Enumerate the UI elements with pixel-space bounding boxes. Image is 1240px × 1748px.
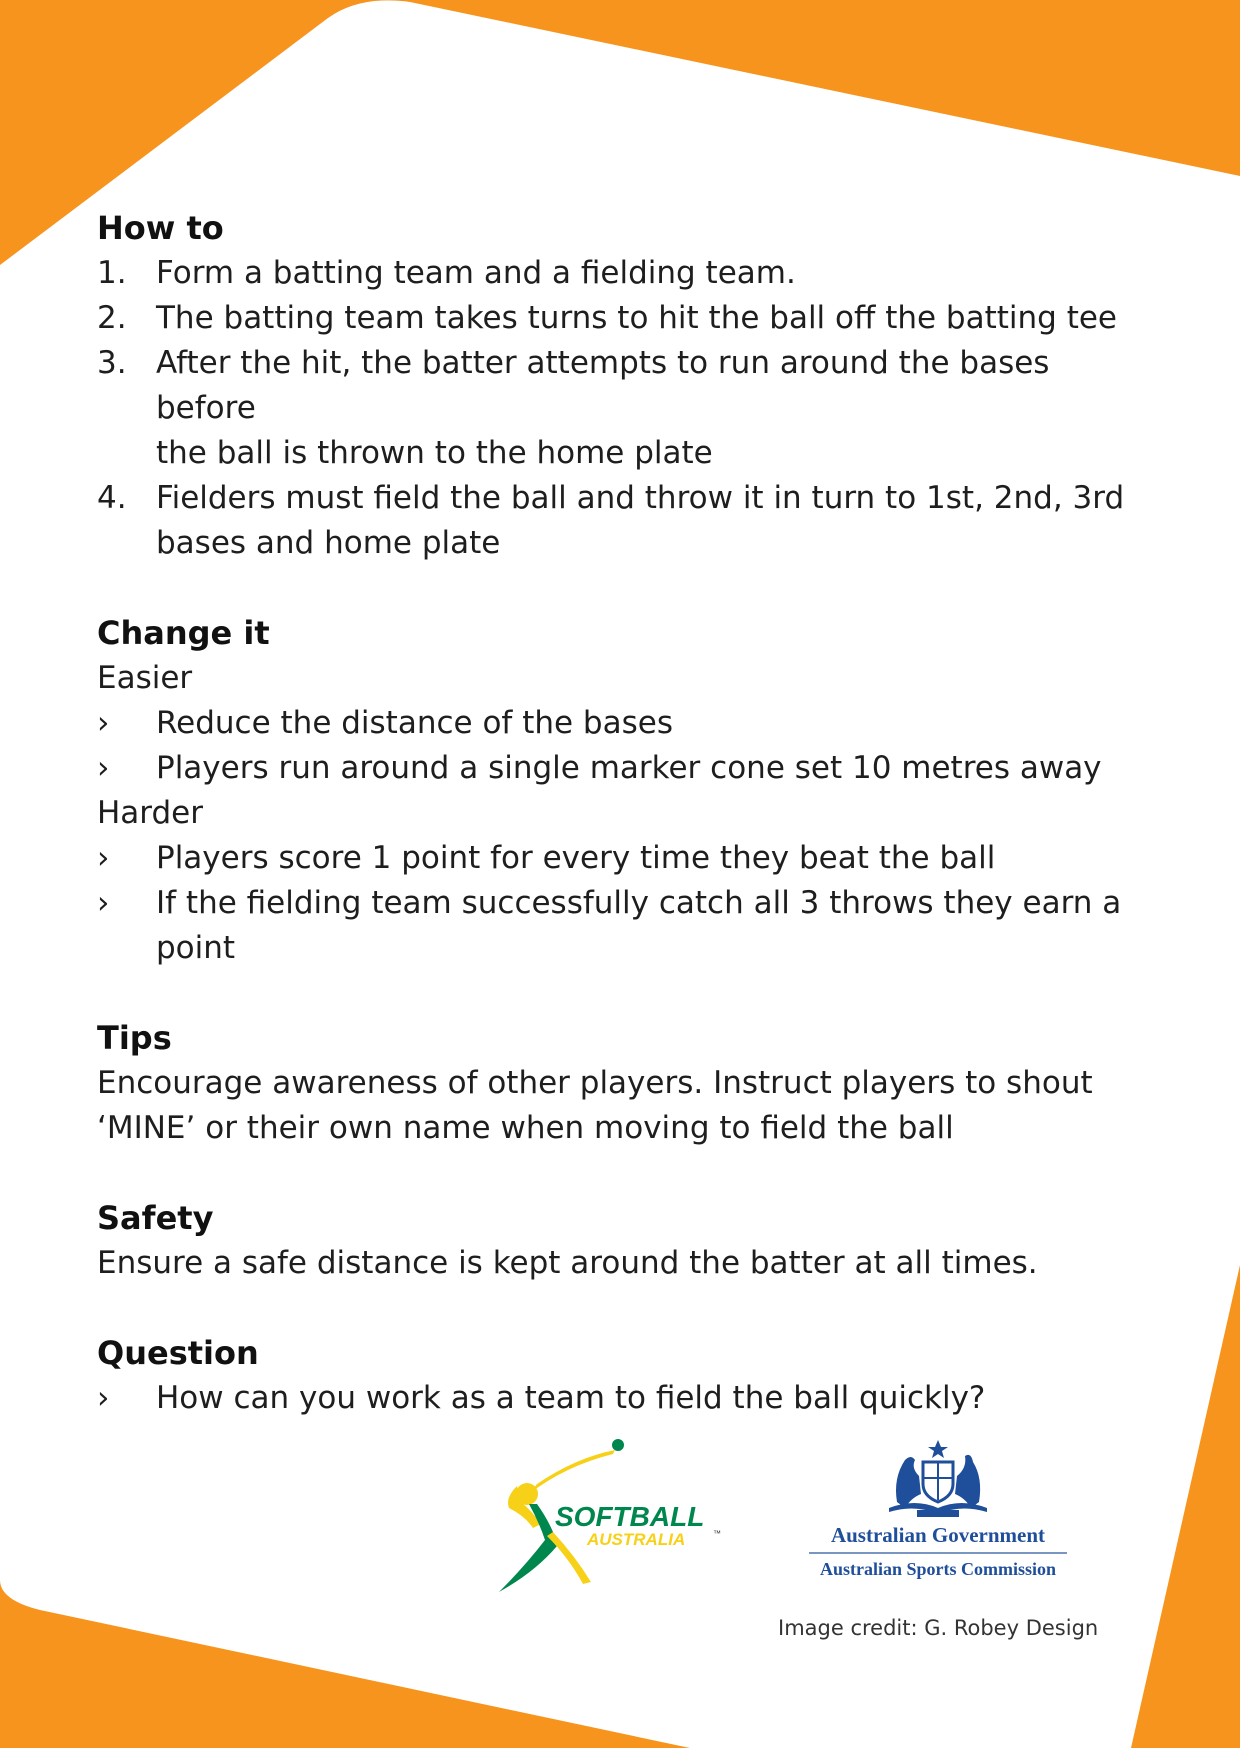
question-section [97,1331,1157,1421]
australian-government-text: Australian Government [830,1523,1046,1547]
list-item [97,746,1157,791]
trademark-symbol: ™ [713,1529,721,1538]
tips-text-line: Encourage awareness of other players. Instruct players to shout [97,1065,1093,1101]
tips-section [97,1016,1157,1151]
tips-heading: Tips [97,1019,172,1057]
logo-divider [809,1552,1067,1554]
section-spacer [97,1151,1157,1196]
list-item-text: The batting team takes turns to hit the ball off the batting tee [156,300,1117,336]
image-credit: Image credit: G. Robey Design [778,1616,1099,1640]
section-spacer [97,1286,1157,1331]
tips-text-line: ‘MINE’ or their own name when moving to field the ball [97,1110,954,1146]
safety-heading: Safety [97,1199,214,1237]
section-spacer [97,566,1157,611]
list-item-text: Form a batting team and a fielding team. [156,255,796,291]
change-it-section [97,611,1157,971]
australian-sports-commission-text: Australian Sports Commission [819,1559,1057,1579]
activity-content [97,206,1157,1421]
easier-label: Easier [97,660,193,696]
list-item-text: Reduce the distance of the bases [156,705,673,741]
how-to-heading: How to [97,209,224,247]
softball-wordmark: SOFTBALL [555,1501,705,1532]
list-item [97,836,1157,881]
bullet-marker: › [97,840,110,876]
how-to-section [97,206,1157,566]
list-item [97,881,1157,971]
bullet-marker: › [97,1380,110,1416]
list-item-text: How can you work as a team to field the ball quickly? [156,1380,986,1416]
list-marker: 2. [97,300,127,336]
list-item-text: If the fielding team successfully catch all 3 throws they earn a point [156,885,1122,966]
list-item [97,341,1157,476]
list-item-text: Fielders must field the ball and throw it in turn to 1st, 2nd, 3rd bases and home plate [156,480,1125,561]
list-item-text: Players score 1 point for every time they beat the ball [156,840,996,876]
bullet-marker: › [97,750,110,786]
section-spacer [97,971,1157,1016]
list-item [97,251,1157,296]
list-item [97,296,1157,341]
australia-wordmark: AUSTRALIA [587,1530,686,1549]
list-item-text: Players run around a single marker cone set 10 metres away [156,750,1102,786]
bullet-marker: › [97,705,110,741]
australian-government-logo [806,1438,1070,1588]
list-item [97,701,1157,746]
question-heading: Question [97,1334,259,1372]
list-item [97,476,1157,566]
list-marker: 1. [97,255,127,291]
safety-section [97,1196,1157,1286]
softball-australia-logo [495,1436,727,1596]
safety-text-line: Ensure a safe distance is kept around the batter at all times. [97,1245,1038,1281]
list-marker: 3. [97,345,127,381]
bullet-marker: › [97,885,110,921]
change-it-heading: Change it [97,614,270,652]
harder-label: Harder [97,795,204,831]
list-item-text: After the hit, the batter attempts to run around the bases before the ball is thrown to the home plate [156,345,1050,471]
coat-of-arms-icon [875,1438,1001,1518]
list-marker: 4. [97,480,127,516]
list-item [97,1376,1157,1421]
